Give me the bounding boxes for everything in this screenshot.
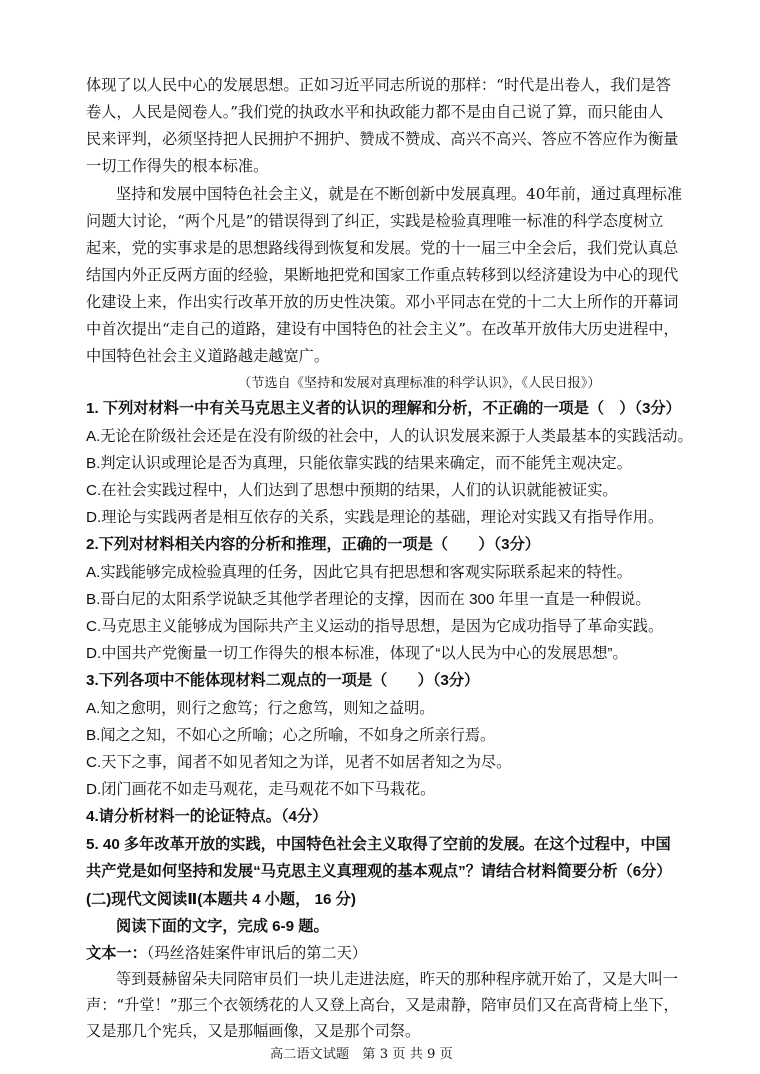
question-1-option-d: D.理论与实践两者是相互依存的关系，实践是理论的基础，理论对实践又有指导作用。	[86, 509, 664, 526]
question-1-option-a: A.无论在阶级社会还是在没有阶级的社会中，人的认识发展来源于人类最基本的实践活动。	[86, 428, 693, 445]
question-2-option-b: B.哥白尼的太阳系学说缺乏其他学者理论的支撑，因而在 300 年里一直是一种假说。	[86, 591, 651, 608]
question-3-option-d: D.闭门画花不如走马观花，走马观花不如下马栽花。	[86, 781, 436, 798]
question-3-option-a: A.知之愈明，则行之愈笃；行之愈笃，则知之益明。	[86, 700, 435, 717]
question-2-option-d: D.中国共产党衡量一切工作得失的根本标准，体现了“以人民为中心的发展思想”。	[86, 645, 628, 662]
question-3-stem: 3.下列各项中不能体现材料二观点的一项是（ ）（3分）	[86, 672, 480, 689]
section-header: (二)现代文阅读Ⅱ(本题共 4 小题， 16 分)	[86, 891, 356, 908]
passage-line: 卷人，人民是阅卷人。”我们党的执政水平和执政能力都不是由自己说了算，而只能由人	[86, 103, 664, 121]
passage-line: 民来评判，必须坚持把人民拥护不拥护、赞成不赞成、高兴不高兴、答应不答应作为衡量	[86, 130, 679, 148]
question-3-option-c: C.天下之事，闻者不如见者知之为详，见者不如居者知之为尽。	[86, 754, 512, 771]
passage-line: 问题大讨论，“两个凡是”的错误得到了纠正，实践是检验真理唯一标准的科学态度树立	[86, 212, 664, 230]
source-note: （节选自《坚持和发展对真理标准的科学认识》，《人民日报》）	[238, 376, 601, 391]
question-1-stem: 1. 下列对材料一中有关马克思主义者的认识的理解和分析，不正确的一项是（ ）（3分）	[86, 400, 681, 417]
text1-label: 文本一：	[86, 945, 147, 962]
text1-line: 等到聂赫留朵夫同陪审员们一块儿走进法庭，昨天的那种程序就开始了，又是大叫一	[116, 970, 678, 988]
page-footer: 高二语文试题 第 3 页 共 9 页	[270, 1047, 453, 1062]
question-2-stem: 2.下列对材料相关内容的分析和推理，正确的一项是（ ）（3分）	[86, 536, 540, 553]
text1-heading	[86, 942, 367, 965]
passage-line: 中首次提出“走自己的道路，建设有中国特色的社会主义”。在改革开放伟大历史进程中，	[86, 320, 679, 338]
question-5-line: 共产党是如何坚持和发展“马克思主义真理观的基本观点”？请结合材料简要分析（6分）	[86, 863, 672, 880]
text1-subtitle: （玛丝洛娃案件审讯后的第二天）	[146, 944, 367, 962]
passage-line: 一切工作得失的根本标准。	[86, 157, 269, 175]
passage-line: 起来，党的实事求是的思想路线得到恢复和发展。党的十一届三中全会后，我们党认真总	[86, 239, 679, 257]
question-2-option-a: A.实践能够完成检验真理的任务，因此它具有把思想和客观实际联系起来的特性。	[86, 564, 632, 581]
instruction: 阅读下面的文字，完成 6-9 题。	[116, 918, 329, 935]
question-3-option-b: B.闻之之知，不如心之所喻；心之所喻，不如身之所亲行焉。	[86, 727, 496, 744]
question-1-option-c: C.在社会实践过程中，人们达到了思想中预期的结果，人们的认识就能被证实。	[86, 482, 618, 499]
text1-line: 声：“升堂！”那三个衣领绣花的人又登上高台，又是肃静，陪审员们又在高背椅上坐下，	[86, 996, 679, 1014]
passage-line: 体现了以人民中心的发展思想。正如习近平同志所说的那样：“时代是出卷人，我们是答	[86, 76, 671, 94]
passage-line: 化建设上来，作出实行改革开放的历史性决策。邓小平同志在党的十二大上所作的开幕词	[86, 293, 679, 311]
passage-line: 中国特色社会主义道路越走越宽广。	[86, 347, 329, 365]
question-4: 4.请分析材料一的论证特点。（4分）	[86, 808, 328, 825]
text1-line: 又是那几个宪兵，又是那幅画像，又是那个司祭。	[86, 1022, 421, 1040]
passage-line: 坚持和发展中国特色社会主义，就是在不断创新中发展真理。40年前，通过真理标准	[116, 185, 683, 203]
passage-line: 结国内外正反两方面的经验，果断地把党和国家工作重点转移到以经济建设为中心的现代	[86, 266, 679, 284]
question-2-option-c: C.马克思主义能够成为国际共产主义运动的指导思想，是因为它成功指导了革命实践。	[86, 618, 664, 635]
question-5-line: 5. 40 多年改革开放的实践，中国特色社会主义取得了空前的发展。在这个过程中，中国	[86, 836, 671, 853]
question-1-option-b: B.判定认识或理论是否为真理，只能依靠实践的结果来确定，而不能凭主观决定。	[86, 455, 632, 472]
